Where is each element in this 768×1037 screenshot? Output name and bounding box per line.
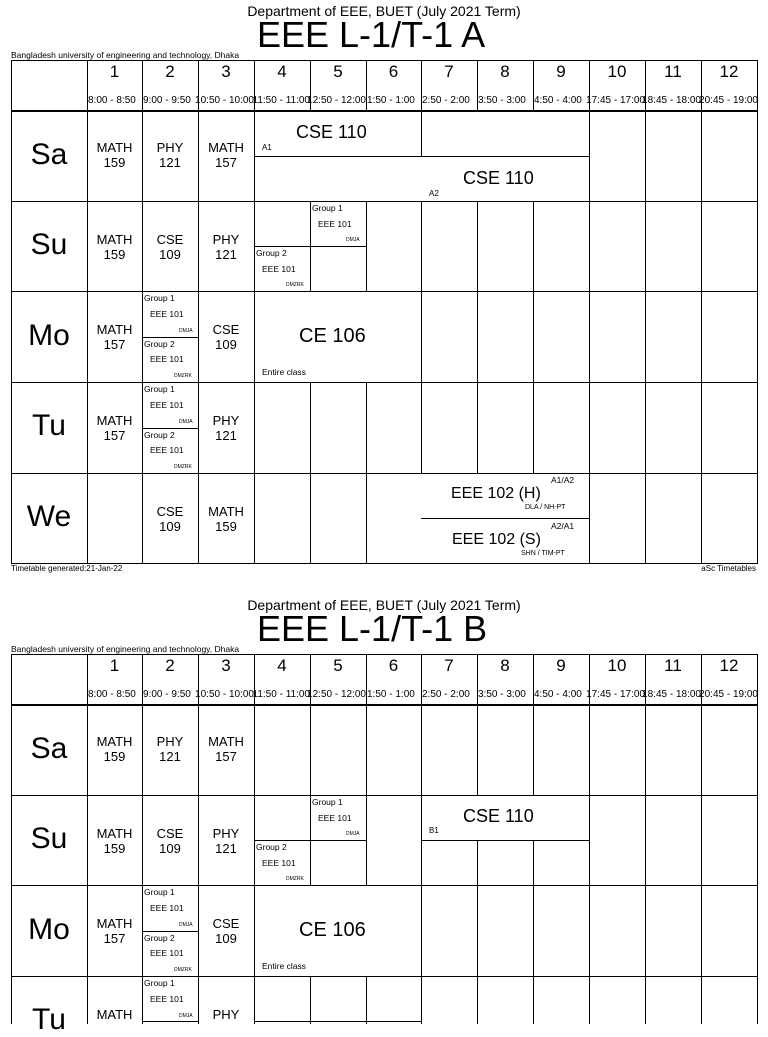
period-number: 11 bbox=[664, 656, 682, 675]
day-label: We bbox=[26, 500, 72, 533]
period-time: 8:00 - 8:50 bbox=[88, 689, 136, 700]
group-label: Group 1 bbox=[144, 978, 175, 988]
period-number: 4 bbox=[277, 62, 287, 81]
department-title: Department of EEE, BUET (July 2021 Term) bbox=[247, 597, 521, 613]
course-cell: MATH 159 bbox=[96, 734, 133, 764]
group-course: EEE 101 bbox=[150, 994, 184, 1004]
lab-course: CSE 110 bbox=[296, 122, 367, 142]
period-time: 4:00 - 4:50 bbox=[534, 689, 582, 700]
group-course: EEE 101 bbox=[262, 264, 296, 274]
department-title: Department of EEE, BUET (July 2021 Term) bbox=[247, 3, 521, 19]
period-time: 18:00 - 18:45 bbox=[642, 689, 701, 700]
day-label: Tu bbox=[32, 1003, 66, 1036]
teacher-code: DMJA bbox=[179, 328, 193, 334]
period-time: 8:00 - 8:50 bbox=[88, 95, 136, 106]
teacher-code: DMJA bbox=[346, 237, 360, 243]
period-number: 1 bbox=[109, 656, 120, 675]
course-cell: CSE 109 bbox=[156, 504, 184, 534]
brand-label: aSc Timetables bbox=[701, 564, 756, 573]
course-cell: MATH 157 bbox=[96, 916, 133, 946]
day-label: Su bbox=[30, 228, 68, 261]
period-time: 3:00 - 3:50 bbox=[478, 689, 526, 700]
course-cell: PHY 121 bbox=[212, 413, 240, 443]
teacher-code: DMZRK bbox=[174, 464, 192, 470]
lab-group: Entire class bbox=[262, 367, 306, 377]
teacher-code: DMZRK bbox=[174, 373, 192, 379]
lab-group: A2/A1 bbox=[551, 521, 575, 531]
period-number: 1 bbox=[109, 62, 120, 81]
university-name: Bangladesh university of engineering and technology, Dhaka bbox=[11, 50, 240, 60]
group-label: Group 2 bbox=[256, 842, 287, 852]
period-time: 9:00 - 9:50 bbox=[143, 95, 191, 106]
period-number: 7 bbox=[444, 656, 454, 675]
day-label: Sa bbox=[30, 138, 68, 171]
teacher-code: SHN / TIM-PT bbox=[521, 550, 565, 557]
group-label: Group 2 bbox=[144, 339, 175, 349]
period-number: 3 bbox=[221, 62, 231, 81]
teacher-code: DMZRK bbox=[174, 967, 192, 973]
course-cell: MATH 159 bbox=[96, 232, 133, 262]
period-time: 10:00 - 10:50 bbox=[195, 689, 254, 700]
teacher-code: DMZRK bbox=[286, 876, 304, 882]
period-time: 4:00 - 4:50 bbox=[534, 95, 582, 106]
course-cell: MATH 157 bbox=[208, 140, 244, 170]
teacher-code: DMJA bbox=[179, 922, 193, 928]
day-label: Mo bbox=[28, 319, 70, 352]
group-course: EEE 101 bbox=[150, 948, 184, 958]
period-number: 12 bbox=[719, 656, 739, 675]
period-time: 2:00 - 2:50 bbox=[422, 689, 470, 700]
group-course: EEE 101 bbox=[150, 354, 184, 364]
period-time: 18:00 - 18:45 bbox=[642, 95, 701, 106]
period-time: 19:00 - 20:45 bbox=[699, 95, 758, 106]
course-cell: MATH bbox=[96, 1007, 133, 1022]
lab-group: Entire class bbox=[262, 961, 306, 971]
day-label: Sa bbox=[30, 732, 68, 765]
period-time: 12:00 - 12:50 bbox=[307, 95, 366, 106]
period-number: 10 bbox=[607, 656, 627, 675]
course-cell: PHY 121 bbox=[212, 232, 240, 262]
period-time: 2:00 - 2:50 bbox=[422, 95, 470, 106]
teacher-code: DMZRK bbox=[286, 282, 304, 288]
period-number: 6 bbox=[388, 62, 399, 81]
lab-group: A1 bbox=[262, 143, 272, 152]
period-time: 11:00 - 11:50 bbox=[252, 95, 310, 106]
period-time: 17:00 - 17:45 bbox=[586, 689, 645, 700]
group-label: Group 2 bbox=[256, 248, 287, 258]
course-cell: MATH 159 bbox=[96, 826, 133, 856]
period-time: 1:00 - 1:50 bbox=[367, 689, 415, 700]
group-label: Group 1 bbox=[312, 203, 343, 213]
group-label: Group 1 bbox=[144, 384, 175, 394]
group-course: EEE 101 bbox=[318, 813, 352, 823]
period-number: 5 bbox=[333, 62, 343, 81]
period-time: 12:00 - 12:50 bbox=[307, 689, 366, 700]
group-label: Group 1 bbox=[144, 887, 175, 897]
course-cell: PHY 121 bbox=[212, 826, 240, 856]
course-cell: CSE 109 bbox=[212, 322, 240, 352]
lab-group: A1/A2 bbox=[551, 475, 575, 485]
teacher-code: DMJA bbox=[346, 831, 360, 837]
period-time: 10:00 - 10:50 bbox=[195, 95, 254, 106]
lab-course: CE 106 bbox=[299, 919, 366, 941]
course-cell: CSE 109 bbox=[212, 916, 240, 946]
course-cell: PHY bbox=[212, 1007, 240, 1022]
period-time: 9:00 - 9:50 bbox=[143, 689, 191, 700]
day-label: Mo bbox=[28, 913, 70, 946]
period-number: 8 bbox=[500, 656, 510, 675]
lab-course: CSE 110 bbox=[463, 806, 534, 826]
group-course: EEE 101 bbox=[150, 400, 184, 410]
teacher-code: DMJA bbox=[179, 1013, 193, 1019]
group-label: Group 2 bbox=[144, 933, 175, 943]
course-cell: CSE 109 bbox=[156, 232, 184, 262]
day-label: Tu bbox=[32, 409, 66, 442]
group-label: Group 2 bbox=[144, 430, 175, 440]
period-number: 7 bbox=[444, 62, 454, 81]
period-time: 17:00 - 17:45 bbox=[586, 95, 645, 106]
period-number: 8 bbox=[500, 62, 510, 81]
period-time: 1:00 - 1:50 bbox=[367, 95, 415, 106]
course-cell: MATH 159 bbox=[208, 504, 244, 534]
course-cell: MATH 157 bbox=[208, 734, 244, 764]
period-number: 2 bbox=[165, 656, 175, 675]
group-label: Group 1 bbox=[312, 797, 343, 807]
section-title: EEE L-1/T-1 A bbox=[257, 14, 486, 55]
university-name: Bangladesh university of engineering and technology, Dhaka bbox=[11, 644, 240, 654]
group-course: EEE 101 bbox=[150, 309, 184, 319]
period-number: 9 bbox=[556, 62, 566, 81]
lab-course: CE 106 bbox=[299, 325, 366, 347]
period-time: 3:00 - 3:50 bbox=[478, 95, 526, 106]
course-cell: MATH 159 bbox=[96, 140, 133, 170]
day-label: Su bbox=[30, 822, 68, 855]
group-course: EEE 101 bbox=[318, 219, 352, 229]
period-number: 2 bbox=[165, 62, 175, 81]
period-number: 6 bbox=[388, 656, 399, 675]
period-number: 12 bbox=[719, 62, 739, 81]
course-cell: MATH 157 bbox=[96, 413, 133, 443]
lab-course: CSE 110 bbox=[463, 168, 534, 188]
period-time: 11:00 - 11:50 bbox=[252, 689, 310, 700]
lab-group: A2 bbox=[429, 189, 439, 198]
course-cell: CSE 109 bbox=[156, 826, 184, 856]
lab-course: EEE 102 (S) bbox=[452, 531, 541, 548]
period-number: 4 bbox=[277, 656, 287, 675]
course-cell: PHY 121 bbox=[156, 140, 184, 170]
period-number: 5 bbox=[333, 656, 343, 675]
period-time: 19:00 - 20:45 bbox=[699, 689, 758, 700]
generated-date: Timetable generated:21-Jan-22 bbox=[11, 564, 123, 573]
lab-course: EEE 102 (H) bbox=[451, 485, 541, 502]
group-course: EEE 101 bbox=[262, 858, 296, 868]
section-title: EEE L-1/T-1 B bbox=[257, 608, 488, 649]
lab-group: B1 bbox=[429, 826, 439, 835]
course-cell: PHY 121 bbox=[156, 734, 184, 764]
period-number: 11 bbox=[664, 62, 682, 81]
course-cell: MATH 157 bbox=[96, 322, 133, 352]
period-number: 10 bbox=[607, 62, 627, 81]
teacher-code: DMJA bbox=[179, 419, 193, 425]
period-number: 9 bbox=[556, 656, 566, 675]
group-course: EEE 101 bbox=[150, 903, 184, 913]
group-course: EEE 101 bbox=[150, 445, 184, 455]
teacher-code: DLA / NH-PT bbox=[525, 504, 566, 511]
group-label: Group 1 bbox=[144, 293, 175, 303]
period-number: 3 bbox=[221, 656, 231, 675]
